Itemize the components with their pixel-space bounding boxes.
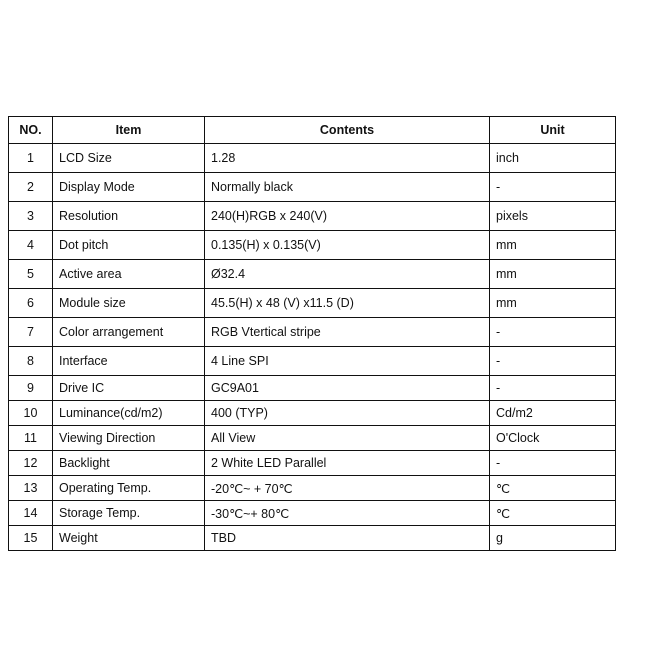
table-row [9, 501, 616, 526]
cell-contents: -30℃~+ 80℃ [205, 501, 490, 526]
cell-unit: inch [490, 144, 616, 173]
table-row [9, 231, 616, 260]
cell-no: 15 [9, 526, 53, 551]
cell-item: Luminance(cd/m2) [53, 401, 205, 426]
cell-no: 8 [9, 347, 53, 376]
cell-item: Backlight [53, 451, 205, 476]
cell-item: Interface [53, 347, 205, 376]
cell-no: 2 [9, 173, 53, 202]
cell-no: 5 [9, 260, 53, 289]
table-row [9, 260, 616, 289]
header-contents: Contents [205, 117, 490, 144]
header-item: Item [53, 117, 205, 144]
table-row [9, 202, 616, 231]
cell-contents: Ø32.4 [205, 260, 490, 289]
cell-unit: - [490, 347, 616, 376]
cell-item: Viewing Direction [53, 426, 205, 451]
table-row [9, 144, 616, 173]
cell-unit: ℃ [490, 476, 616, 501]
cell-item: Operating Temp. [53, 476, 205, 501]
cell-unit: mm [490, 289, 616, 318]
table-header-row [9, 117, 616, 144]
cell-no: 6 [9, 289, 53, 318]
cell-item: LCD Size [53, 144, 205, 173]
cell-contents: 0.135(H) x 0.135(V) [205, 231, 490, 260]
cell-unit: - [490, 318, 616, 347]
cell-contents: 240(H)RGB x 240(V) [205, 202, 490, 231]
table-row [9, 526, 616, 551]
cell-no: 7 [9, 318, 53, 347]
cell-item: Weight [53, 526, 205, 551]
table-row [9, 318, 616, 347]
table-row [9, 173, 616, 202]
cell-contents: 1.28 [205, 144, 490, 173]
cell-unit: g [490, 526, 616, 551]
table-row [9, 376, 616, 401]
cell-no: 14 [9, 501, 53, 526]
cell-contents: GC9A01 [205, 376, 490, 401]
cell-no: 1 [9, 144, 53, 173]
cell-no: 9 [9, 376, 53, 401]
cell-no: 11 [9, 426, 53, 451]
cell-contents: Normally black [205, 173, 490, 202]
header-no: NO. [9, 117, 53, 144]
cell-no: 13 [9, 476, 53, 501]
table-row [9, 401, 616, 426]
cell-no: 3 [9, 202, 53, 231]
cell-unit: - [490, 451, 616, 476]
cell-unit: ℃ [490, 501, 616, 526]
cell-contents: 4 Line SPI [205, 347, 490, 376]
cell-contents: TBD [205, 526, 490, 551]
cell-item: Display Mode [53, 173, 205, 202]
cell-unit: Cd/m2 [490, 401, 616, 426]
cell-item: Storage Temp. [53, 501, 205, 526]
cell-no: 12 [9, 451, 53, 476]
cell-item: Resolution [53, 202, 205, 231]
cell-item: Dot pitch [53, 231, 205, 260]
cell-contents: 400 (TYP) [205, 401, 490, 426]
table-row [9, 476, 616, 501]
table-row [9, 347, 616, 376]
cell-unit: mm [490, 260, 616, 289]
header-unit: Unit [490, 117, 616, 144]
cell-contents: -20℃~ + 70℃ [205, 476, 490, 501]
cell-unit: pixels [490, 202, 616, 231]
cell-no: 4 [9, 231, 53, 260]
cell-unit: O'Clock [490, 426, 616, 451]
cell-unit: - [490, 376, 616, 401]
cell-item: Module size [53, 289, 205, 318]
cell-item: Drive IC [53, 376, 205, 401]
cell-contents: All View [205, 426, 490, 451]
specification-table [8, 116, 616, 551]
cell-item: Color arrangement [53, 318, 205, 347]
cell-unit: mm [490, 231, 616, 260]
cell-item: Active area [53, 260, 205, 289]
cell-contents: RGB Vtertical stripe [205, 318, 490, 347]
cell-contents: 45.5(H) x 48 (V) x11.5 (D) [205, 289, 490, 318]
table-row [9, 426, 616, 451]
cell-unit: - [490, 173, 616, 202]
table-row [9, 289, 616, 318]
cell-contents: 2 White LED Parallel [205, 451, 490, 476]
cell-no: 10 [9, 401, 53, 426]
table-row [9, 451, 616, 476]
